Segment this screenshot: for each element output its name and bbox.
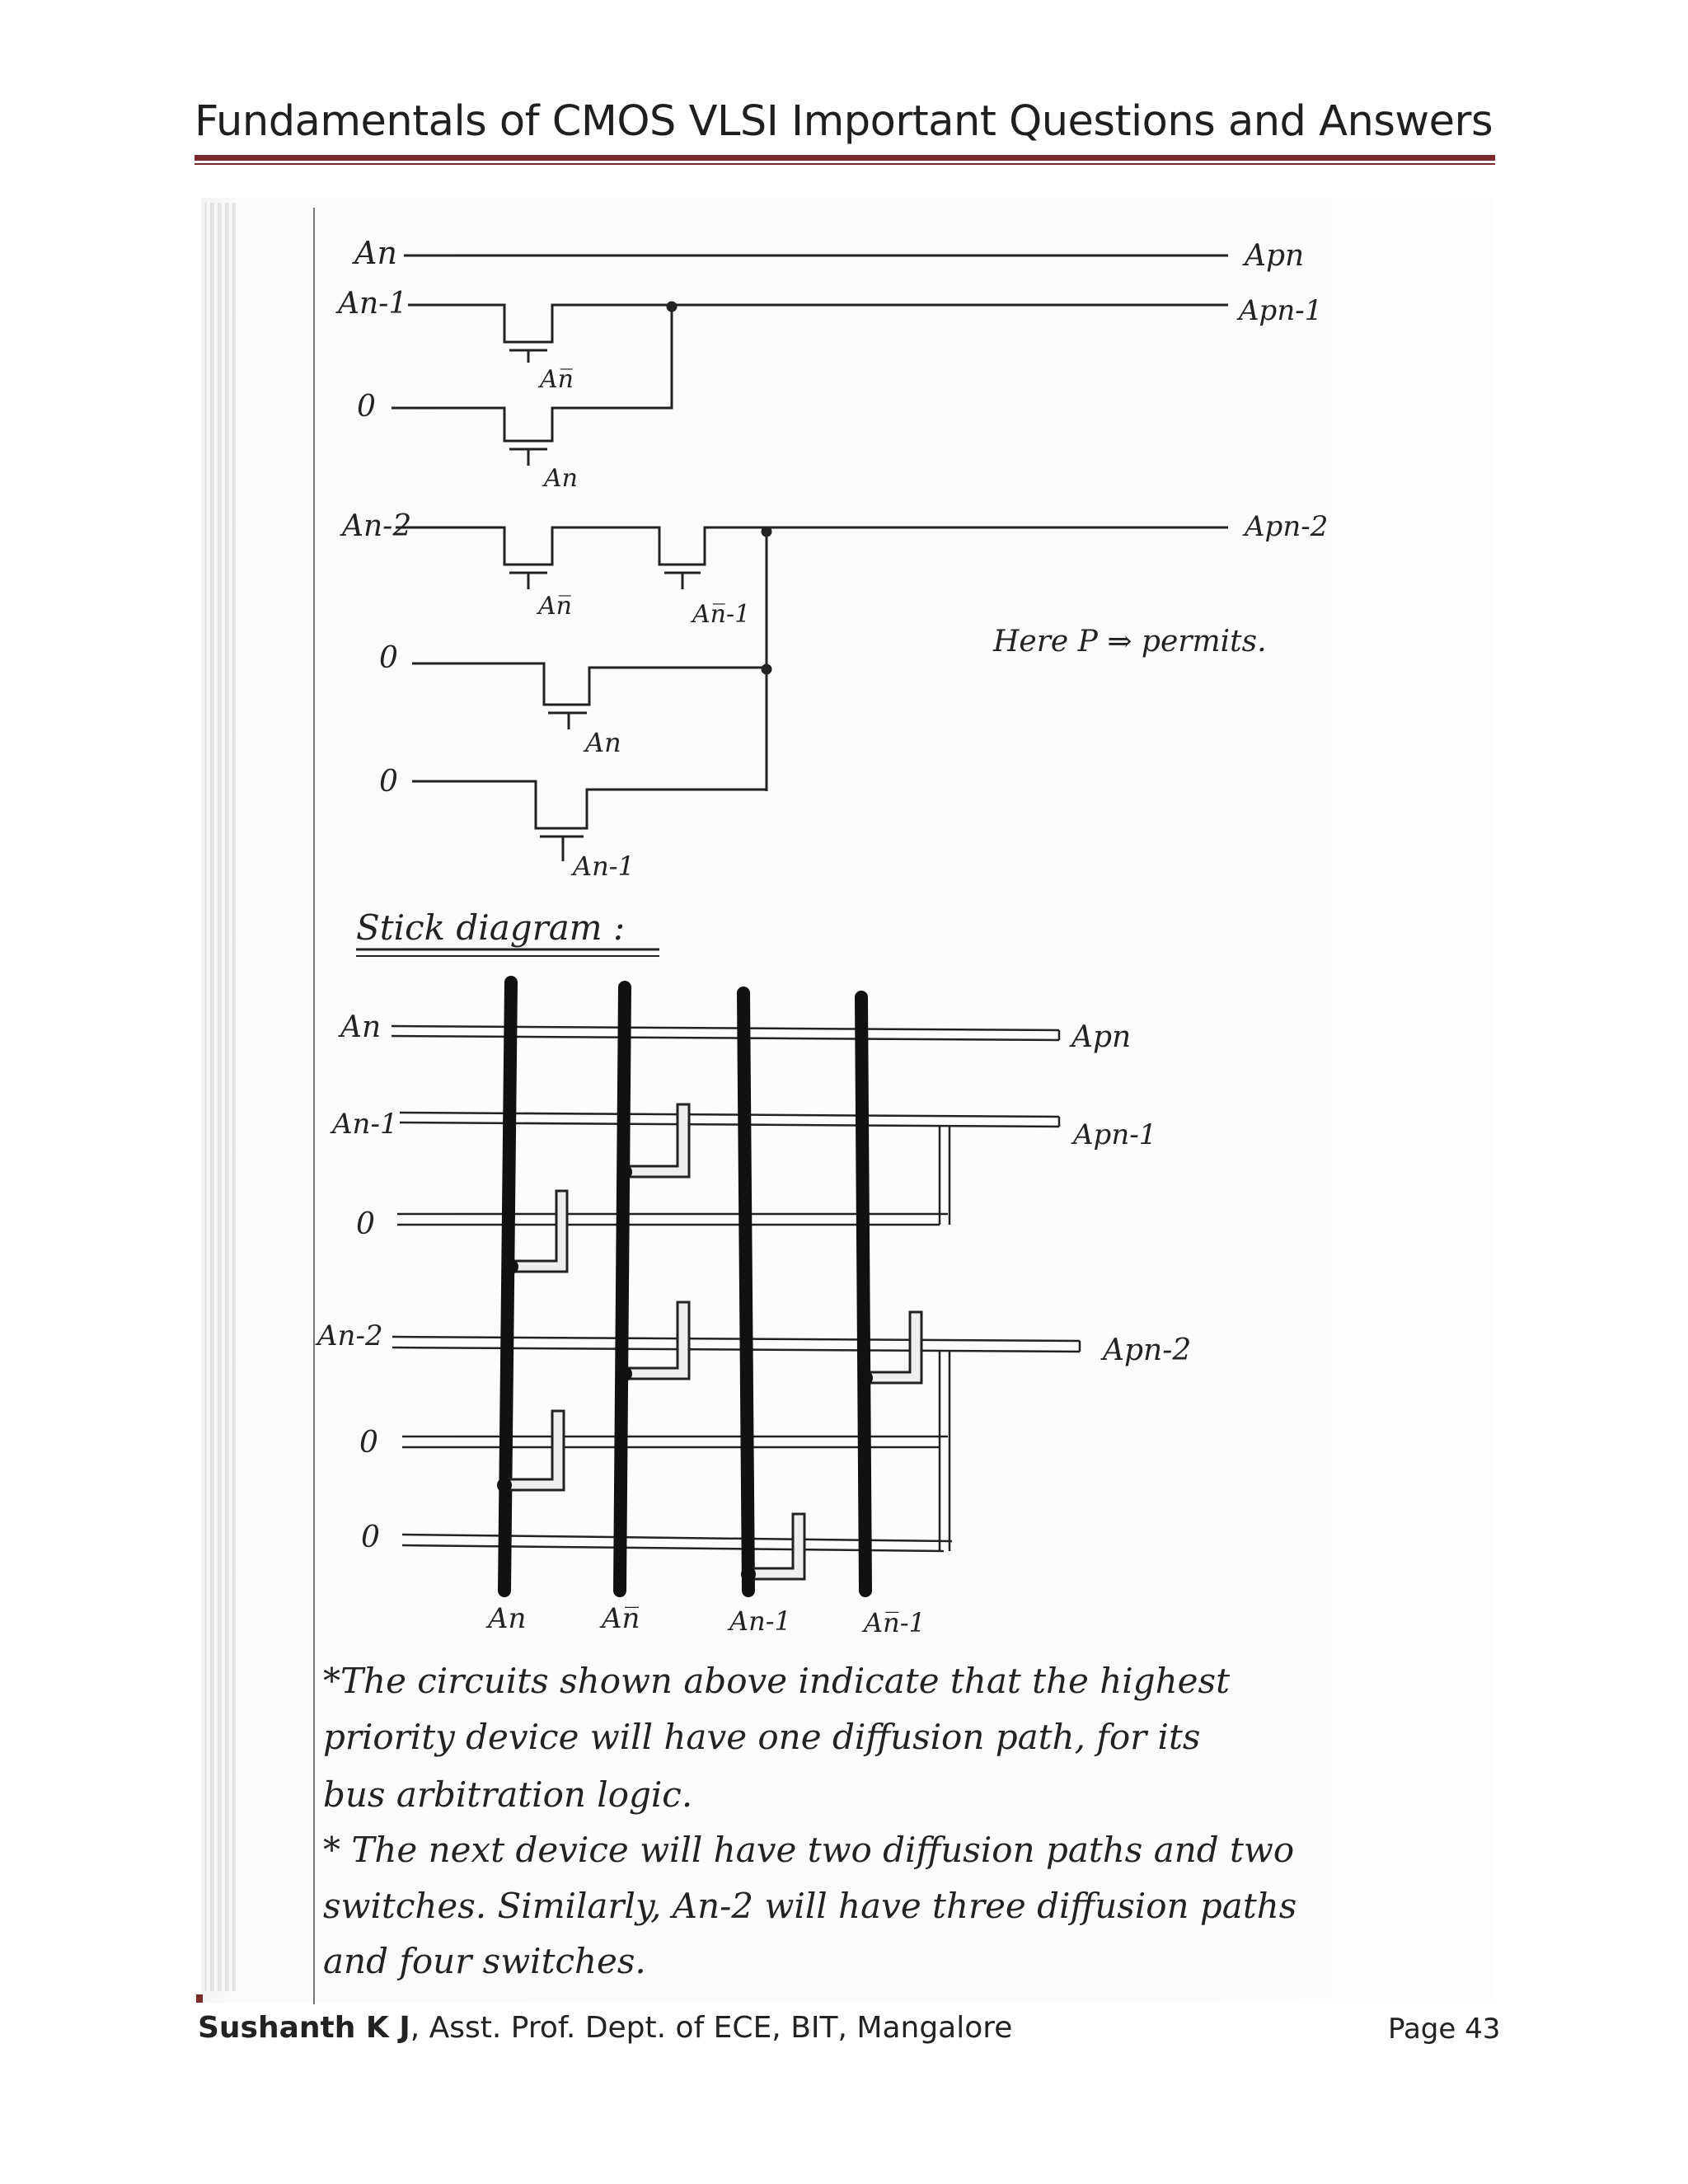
author-affiliation: , Asst. Prof. Dept. of ECE, BIT, Mangalore xyxy=(410,2011,1013,2045)
junction-dot xyxy=(762,527,771,536)
stick-columns xyxy=(504,982,865,1591)
wire-an-1 xyxy=(408,305,1228,342)
column-label-an: An xyxy=(488,1602,527,1635)
wire-zero-1 xyxy=(392,305,672,441)
page-number: Page 43 xyxy=(1388,2013,1501,2046)
note-line: priority device will have one diffusion path, for its xyxy=(323,1717,1201,1757)
column-label-an-1-bar: An̅-1 xyxy=(864,1607,926,1638)
footer-author xyxy=(198,2011,1012,2045)
gate-label-an: An xyxy=(544,464,578,493)
note-line: and four switches. xyxy=(323,1941,646,1981)
label-an: An xyxy=(354,235,397,271)
circuit-schematic xyxy=(392,255,1228,861)
gate-label-an: An xyxy=(585,727,621,758)
stick-label-zero: 0 xyxy=(359,1426,378,1460)
stick-label-zero: 0 xyxy=(361,1521,380,1554)
label-zero: 0 xyxy=(379,765,398,799)
output-apn: Apn xyxy=(1245,239,1305,273)
stick-label-an-2: An-2 xyxy=(317,1319,383,1352)
junction-dot xyxy=(668,302,676,311)
gate-label-an-1-bar: An̅-1 xyxy=(692,600,751,629)
author-name: Sushanth K J xyxy=(198,2011,410,2045)
output-apn-2: Apn-2 xyxy=(1245,510,1329,543)
stick-output-apn: Apn xyxy=(1071,1020,1132,1054)
gate-label-an-bar: An̅ xyxy=(540,365,574,394)
wire-zero-3 xyxy=(412,781,767,828)
column-label-an-1: An-1 xyxy=(729,1605,791,1637)
output-apn-1: Apn-1 xyxy=(1239,294,1323,327)
junction-dot xyxy=(762,665,771,673)
note-line: * The next device will have two diffusion paths and two xyxy=(323,1830,1295,1870)
label-an-1: An-1 xyxy=(338,287,408,321)
gate-label-an-bar: An̅ xyxy=(538,592,572,621)
wire-an-2 xyxy=(396,527,1228,565)
note-line: bus arbitration logic. xyxy=(323,1774,693,1815)
label-zero: 0 xyxy=(379,641,398,675)
column-label-an-bar: An̅ xyxy=(602,1602,640,1635)
stick-rows xyxy=(392,1026,1080,1551)
stick-label-an: An xyxy=(340,1010,382,1044)
label-zero: 0 xyxy=(357,390,376,424)
permits-note: Here P ⇒ permits. xyxy=(993,625,1267,658)
note-line: switches. Similarly, An-2 will have three diffusion paths xyxy=(323,1886,1297,1926)
gate-label-an-1: An-1 xyxy=(573,851,635,882)
stick-diagram-heading: Stick diagram : xyxy=(356,907,626,948)
wire-zero-2 xyxy=(412,663,767,705)
page-title: Fundamentals of CMOS VLSI Important Questions and Answers xyxy=(195,97,1493,146)
stick-label-zero: 0 xyxy=(356,1207,375,1241)
stick-output-apn-1: Apn-1 xyxy=(1073,1118,1157,1151)
stick-label-an-1: An-1 xyxy=(332,1108,398,1141)
label-an-2: An-2 xyxy=(342,509,412,543)
stick-output-apn-2: Apn-2 xyxy=(1103,1333,1192,1367)
note-line: *The circuits shown above indicate that the highest xyxy=(323,1661,1230,1701)
footer-marker xyxy=(196,1994,203,2003)
